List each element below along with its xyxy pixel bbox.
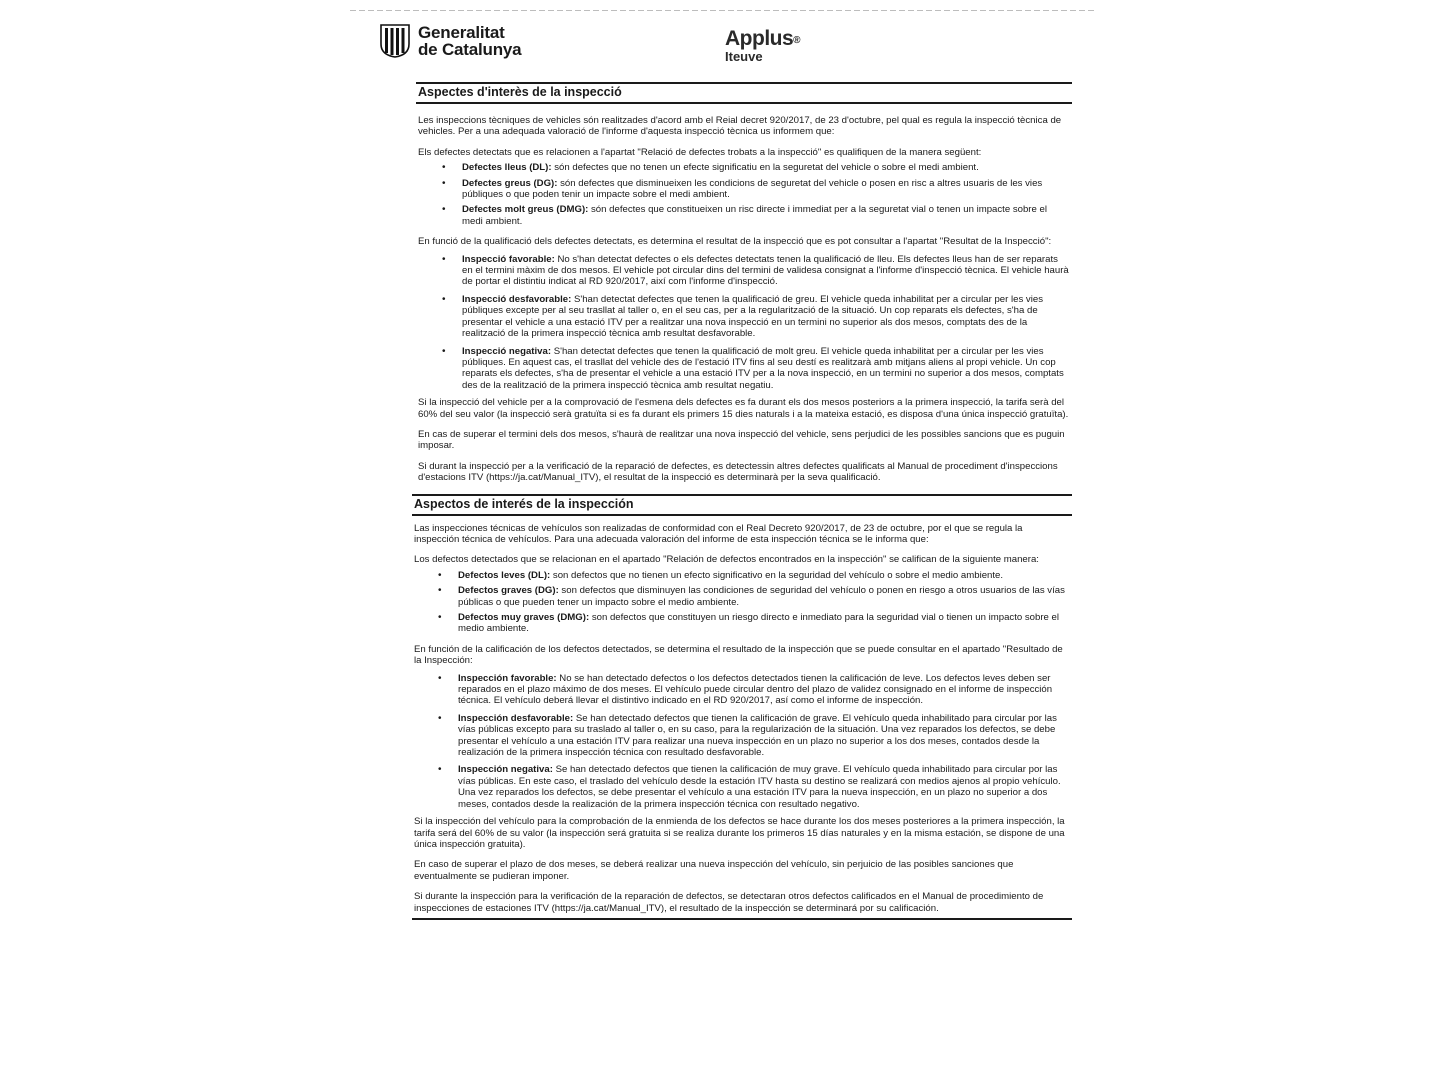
defects-list — [414, 570, 1070, 635]
defect-text: són defectes que no tenen un efecte significatiu en la seguretat del vehicle o sobre el medi ambient. — [551, 162, 979, 174]
defect-term: Defectes lleus (DL): — [462, 162, 552, 174]
defect-term: Defectos leves (DL): — [458, 569, 551, 581]
scan-edge-line — [350, 10, 1095, 11]
list-item — [414, 570, 1070, 581]
intro-paragraph: Les inspeccions tècniques de vehicles són realitzades d'acord amb el Reial decret 920/2017, de 23 d'octubre, pel qual es regula la inspecció tècnica de vehicles. Per a una adequada valoració de l'informe d'aquesta inspecció tècnica us informem que: — [418, 115, 1062, 138]
list-item — [414, 713, 1070, 759]
bottom-rule — [412, 918, 1072, 920]
defects-lead: Los defectos detectados que se relacionan en el apartado "Relación de defectos encontrados en la inspección" se califican de la siguiente manera: — [414, 554, 1039, 566]
list-item — [418, 178, 1070, 201]
list-item — [414, 764, 1070, 810]
list-item — [418, 162, 1070, 173]
generalitat-line2: de Catalunya — [418, 40, 522, 59]
applus-brand-text: Applus — [725, 27, 794, 50]
result-text: Se han detectado defectos que tienen la calificación de muy grave. El vehículo queda inhabilitado para circular por las vías públicas. En este caso, el traslado del vehículo desde la estación ITV hasta su destino se realizará con medios ajenos al propio vehículo. Una vez reparados los defectos, se debe presentar el vehículo a una estación ITV para la nueva inspección, en un plazo no superior a dos meses, contados desde la realización de la primera inspección técnica con resultado negativo. — [458, 764, 1061, 810]
fee-paragraph: Si la inspecció del vehicle per a la comprovació de l'esmena dels defectes es fa durant els dos mesos posteriors a la primera inspecció, la tarifa serà del 60% del seu valor (la inspecció serà gratuïta si es fa durant els primers 15 dies naturals i a la mateixa estació, es disposa d'una única inspecció gratuïta). — [418, 397, 1069, 420]
intro-paragraph: Las inspecciones técnicas de vehículos son realizadas de conformidad con el Real Decreto 920/2017, de 23 de octubre, por el que se regula la inspección técnica de vehículos. Para una adecuada valoración del informe de esta inspección técnica se le informa que: — [414, 522, 1023, 545]
section-content-spanish — [414, 523, 1070, 914]
defects-lead: Els defectes detectats que es relacionen a l'apartat "Relació de defectes trobats a la inspecció" es qualifiquen de la manera següent: — [418, 146, 982, 158]
list-item — [414, 673, 1070, 707]
result-text: Se han detectado defectos que tienen la calificación de grave. El vehículo queda inhabilitado para circular por las vías públicas excepto para su traslado al taller o, en su caso, para la regularización de la situación. Una vez reparados los defectos, se debe presentar el vehículo a una estación ITV para realizar una nueva inspección en un plazo no superior a los dos meses, contados desde la realización de la primera inspección técnica con resultado desfavorable. — [458, 712, 1057, 759]
result-text: No se han detectado defectos o los defectos detectados tienen la calificación de leve. Los defectos leves deben ser reparados en el plazo máximo de dos meses. El vehículo puede circular dentro del plazo de validez consignado en el informe de inspección técnica. El vehículo deberá llevar el distintivo indicado en el RD 920/2017, así como el informe de inspección. — [458, 672, 1053, 707]
result-text: S'han detectat defectes que tenen la qualificació de molt greu. El vehicle queda inhabilitat per a circular per les vies públiques. En aquest cas, el trasllat del vehicle des de l'estació ITV fins al seu destí es realitzarà amb mitjans aliens al propi vehicle. Un cop reparats els defectes, s'ha de presentar el vehicle a una estació ITV per a la nova inspecció, en un termini no superior a dos mesos, comptats des de la realització de la primera inspecció tècnica amb resultat negatiu. — [462, 345, 1064, 391]
verification-paragraph: Si durant la inspecció per a la verificació de la reparació de defectes, es detectessin altres defectes qualificats al Manual de procediment d'inspeccions d'estacions ITV (https://ja.cat/Manual_ITV), el resultat de la inspecció es determinarà per la seva qualificació. — [418, 460, 1058, 484]
list-item — [414, 585, 1070, 608]
result-text: No s'han detectat defectes o els defectes detectats tenen la qualificació de lleu. Els defectes lleus han de ser reparats en el termini màxim de dos mesos. El vehicle pot circular dins del termini de validesa consignat a l'informe d'inspecció tècnica. El vehicle haurà de portar el distintiu indicat al RD 920/2017, així com l'informe d'inspecció. — [462, 253, 1069, 288]
section-catalan — [380, 82, 1072, 484]
result-term: Inspecció negativa: — [462, 345, 552, 357]
verification-paragraph: Si durante la inspección para la verificación de la reparación de defectos, se detectaran otros defectos calificados en el Manual de procedimiento de inspecciones de estaciones ITV (https://ja.cat/Manual_ITV), el resultado de la inspección se determinará por su calificación. — [414, 891, 1044, 914]
defects-list — [418, 162, 1070, 227]
defect-term: Defectos graves (DG): — [458, 585, 559, 597]
results-lead: En funció de la qualificació dels defectes detectats, es determina el resultat de la inspecció que es pot consultar a l'apartat "Resultat de la Inspecció": — [418, 236, 1052, 248]
results-lead: En función de la calificación de los defectos detectados, se determina el resultado de la inspección que se puede consultar en el apartado "Resultado de la Inspección: — [414, 643, 1063, 667]
applus-logo-block — [725, 28, 800, 63]
results-list — [418, 254, 1070, 391]
defect-term: Defectes greus (DG): — [462, 177, 558, 189]
generalitat-logo-block — [380, 24, 521, 58]
defect-text: són defectes que constitueixen un risc directe i immediat per a la seguretat vial o tenen un impacte sobre el medi ambient. — [462, 204, 1047, 227]
defect-text: són defectes que disminueixen les condicions de seguretat del vehicle o posen en risc a altres usuaris de les vies públiques o que poden tenir un impacte sobre el medi ambient. — [462, 177, 1043, 201]
defect-text: son defectos que no tienen un efecto significativo en la seguridad del vehículo o sobre el medio ambiente. — [550, 569, 1004, 581]
result-term: Inspección negativa: — [458, 764, 553, 776]
applus-mark: ® — [793, 35, 801, 46]
defect-text: son defectos que constituyen un riesgo directo e inmediato para la seguridad vial o tienen un impacto sobre el medio ambiente. — [458, 612, 1060, 635]
list-item — [418, 294, 1070, 340]
result-term: Inspección desfavorable: — [458, 712, 574, 724]
list-item — [418, 346, 1070, 392]
section-spanish — [380, 494, 1072, 920]
list-item — [418, 204, 1070, 227]
page-header — [380, 18, 1072, 82]
section-title-spanish: Aspectos de interés de la inspección — [412, 494, 1072, 516]
section-content-catalan — [418, 115, 1070, 484]
deadline-paragraph: En cas de superar el termini dels dos mesos, s'haurà de realitzar una nova inspecció del vehicle, sens perjudici de les possibles sancions que es puguin imposar. — [418, 428, 1065, 452]
defect-term: Defectos muy graves (DMG): — [458, 612, 590, 623]
deadline-paragraph: En caso de superar el plazo de dos meses, se deberá realizar una nueva inspección del vehículo, sin perjuicio de las posibles sanciones que eventualmente se pudieran imponer. — [414, 859, 1014, 882]
applus-brand — [725, 28, 800, 50]
generalitat-emblem-icon — [380, 24, 410, 58]
result-term: Inspecció desfavorable: — [462, 293, 572, 305]
list-item — [418, 254, 1070, 288]
inspection-info-page — [380, 18, 1072, 920]
list-item — [414, 612, 1070, 635]
fee-paragraph: Si la inspección del vehículo para la comprobación de la enmienda de los defectos se hace durante los dos meses posteriores a la primera inspección, la tarifa será del 60% de su valor (la inspección será gratuita si se realiza durante los primeros 15 días naturales y en la misma estación, se dispone de una única inspección gratuita). — [414, 816, 1065, 850]
result-text: S'han detectat defectes que tenen la qualificació de greu. El vehicle queda inhabilitat per a circular per les vies públiques excepte per al seu trasllat al taller o, en el seu cas, per a la regularització de la situació. Un cop reparats els defectes, s'ha de presentar el vehicle a una estació ITV per a realitzar una nova inspecció en un termini no superior als dos mesos, comptats des de la realització de la primera inspecció tècnica amb resultat desfavorable. — [462, 293, 1043, 340]
applus-subbrand: Iteuve — [725, 49, 763, 64]
results-list — [414, 673, 1070, 810]
defect-text: son defectos que disminuyen las condiciones de seguridad del vehículo o ponen en riesgo a otros usuarios de las vías públicas o que pueden tener un impacto sobre el medio ambiente. — [458, 585, 1065, 608]
defect-term: Defectes molt greus (DMG): — [462, 204, 589, 216]
section-title-catalan: Aspectes d'interès de la inspecció — [416, 82, 1072, 104]
result-term: Inspección favorable: — [458, 672, 557, 684]
generalitat-name — [418, 24, 521, 58]
result-term: Inspecció favorable: — [462, 253, 555, 265]
generalitat-line1: Generalitat — [418, 23, 505, 42]
